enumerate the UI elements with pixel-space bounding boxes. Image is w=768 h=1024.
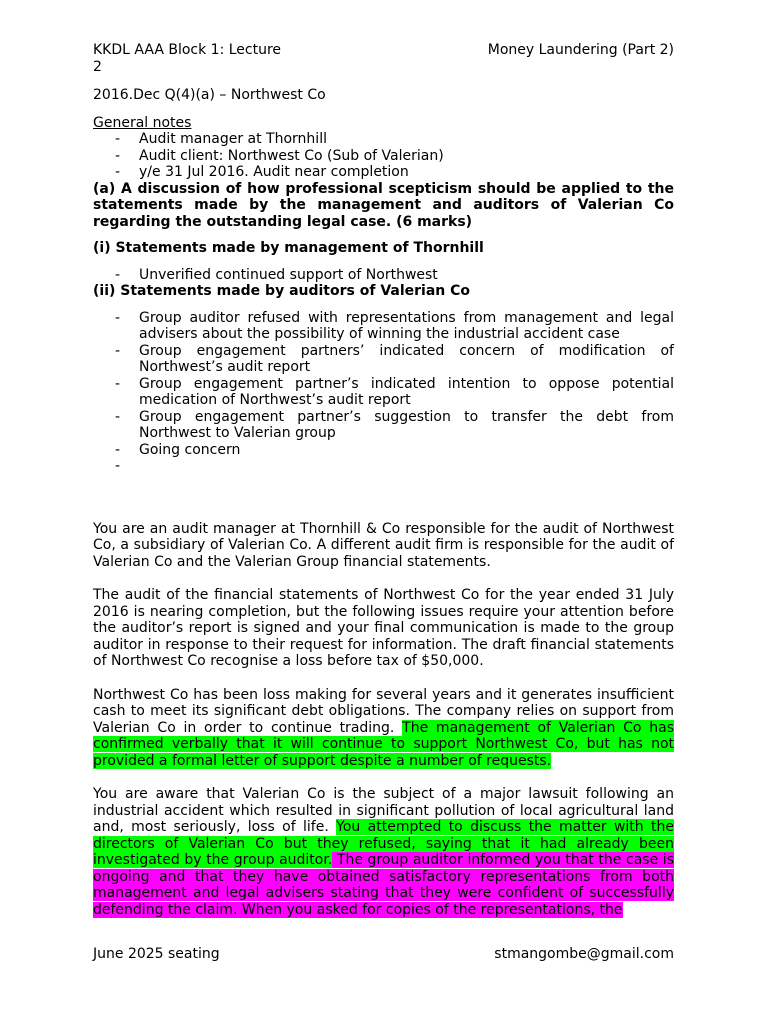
highlight-magenta: The group auditor informed you that the case is ongoing and that they have obtained satisfactory representations from both management and legal advisers stating that they were confident of successfully defending the claim. When you asked for copies of the representations, the xyxy=(93,852,674,918)
header-left: KKDL AAA Block 1: Lecture 2 xyxy=(93,42,282,75)
list-item: - y/e 31 Jul 2016. Audit near completion xyxy=(115,164,409,180)
list-item: - Audit client: Northwest Co (Sub of Valerian) xyxy=(115,147,444,164)
section-i-heading: (i) Statements made by management of Thornhill xyxy=(93,240,484,256)
scenario-paragraph-3: Northwest Co has been loss making for several years and it generates insufficient cash to meet its significant debt obligations. The company relies on support from Valerian Co in order to continue trading. The management of Valerian Co has confirmed verbally that it will continue to support Northwest Co, but has not provided a formal letter of support despite a number of requests. xyxy=(93,686,674,769)
question-reference: 2016.Dec Q(4)(a) – Northwest Co xyxy=(93,87,326,103)
scenario-paragraph-2: The audit of the financial statements of Northwest Co for the year ended 31 July 2016 is nearing completion, but the following issues require your attention before the auditor’s report is signed and your final communication is made to the group auditor in response to their request for information. The draft financial statements of Northwest Co recognise a loss before tax of $50,000. xyxy=(93,587,674,669)
section-ii-list xyxy=(93,310,674,475)
general-notes-heading: General notes xyxy=(93,114,192,131)
page-header xyxy=(93,42,674,75)
section-i-list xyxy=(93,267,674,284)
scenario-paragraph-4: You are aware that Valerian Co is the subject of a major lawsuit following an industrial accident which resulted in significant pollution of local agricultural land and, most seriously, loss of life. You attempted to discuss the matter with the directors of Valerian Co but they refused, saying that it had already been investigated by the group auditor. The group auditor informed you that the case is ongoing and that they have obtained satisfactory representations from both management and legal advisers stating that they were confident of successfully defending the claim. When you asked for copies of the representations, the xyxy=(93,786,674,918)
highlight-green: The management of Valerian Co has confirmed verbally that it will continue to support Northwest Co, but has not provided a formal letter of support despite a number of requests. xyxy=(93,719,674,769)
page-footer xyxy=(93,946,674,963)
scenario-paragraph-1: You are an audit manager at Thornhill & Co responsible for the audit of Northwest Co, a subsidiary of Valerian Co. A different audit firm is responsible for the audit of Valerian Co and the Valerian Group financial statements. xyxy=(93,520,674,570)
list-item: - Going concern xyxy=(115,441,241,458)
list-item: - Audit manager at Thornhill xyxy=(115,131,327,147)
list-item: - Group auditor refused with representations from management and legal advisers about the possibility of winning the industrial accident case xyxy=(115,309,674,342)
question-a-heading: (a) A discussion of how professional scepticism should be applied to the statements made by the management and auditors of Valerian Co regarding the outstanding legal case. (6 marks) xyxy=(93,180,674,230)
footer-right: stmangombe@gmail.com xyxy=(494,946,674,962)
document-page xyxy=(93,42,674,935)
header-right: Money Laundering (Part 2) xyxy=(487,42,674,58)
general-notes-list xyxy=(93,131,674,181)
highlight-green: You attempted to discuss the matter with the directors of Valerian Co but they refused, saying that it had already been investigated by the group auditor. xyxy=(93,819,674,868)
list-item: - xyxy=(115,458,121,474)
list-item: - Unverified continued support of Northwest xyxy=(115,266,438,283)
list-item: - Group engagement partner’s indicated intention to oppose potential medication of Northwest’s audit report xyxy=(115,375,674,408)
list-item: - Group engagement partner’s suggestion to transfer the debt from Northwest to Valerian group xyxy=(115,408,674,441)
footer-left: June 2025 seating xyxy=(93,946,220,962)
section-ii-heading: (ii) Statements made by auditors of Valerian Co xyxy=(93,283,471,299)
list-item: - Group engagement partners’ indicated concern of modification of Northwest’s audit report xyxy=(115,342,674,375)
